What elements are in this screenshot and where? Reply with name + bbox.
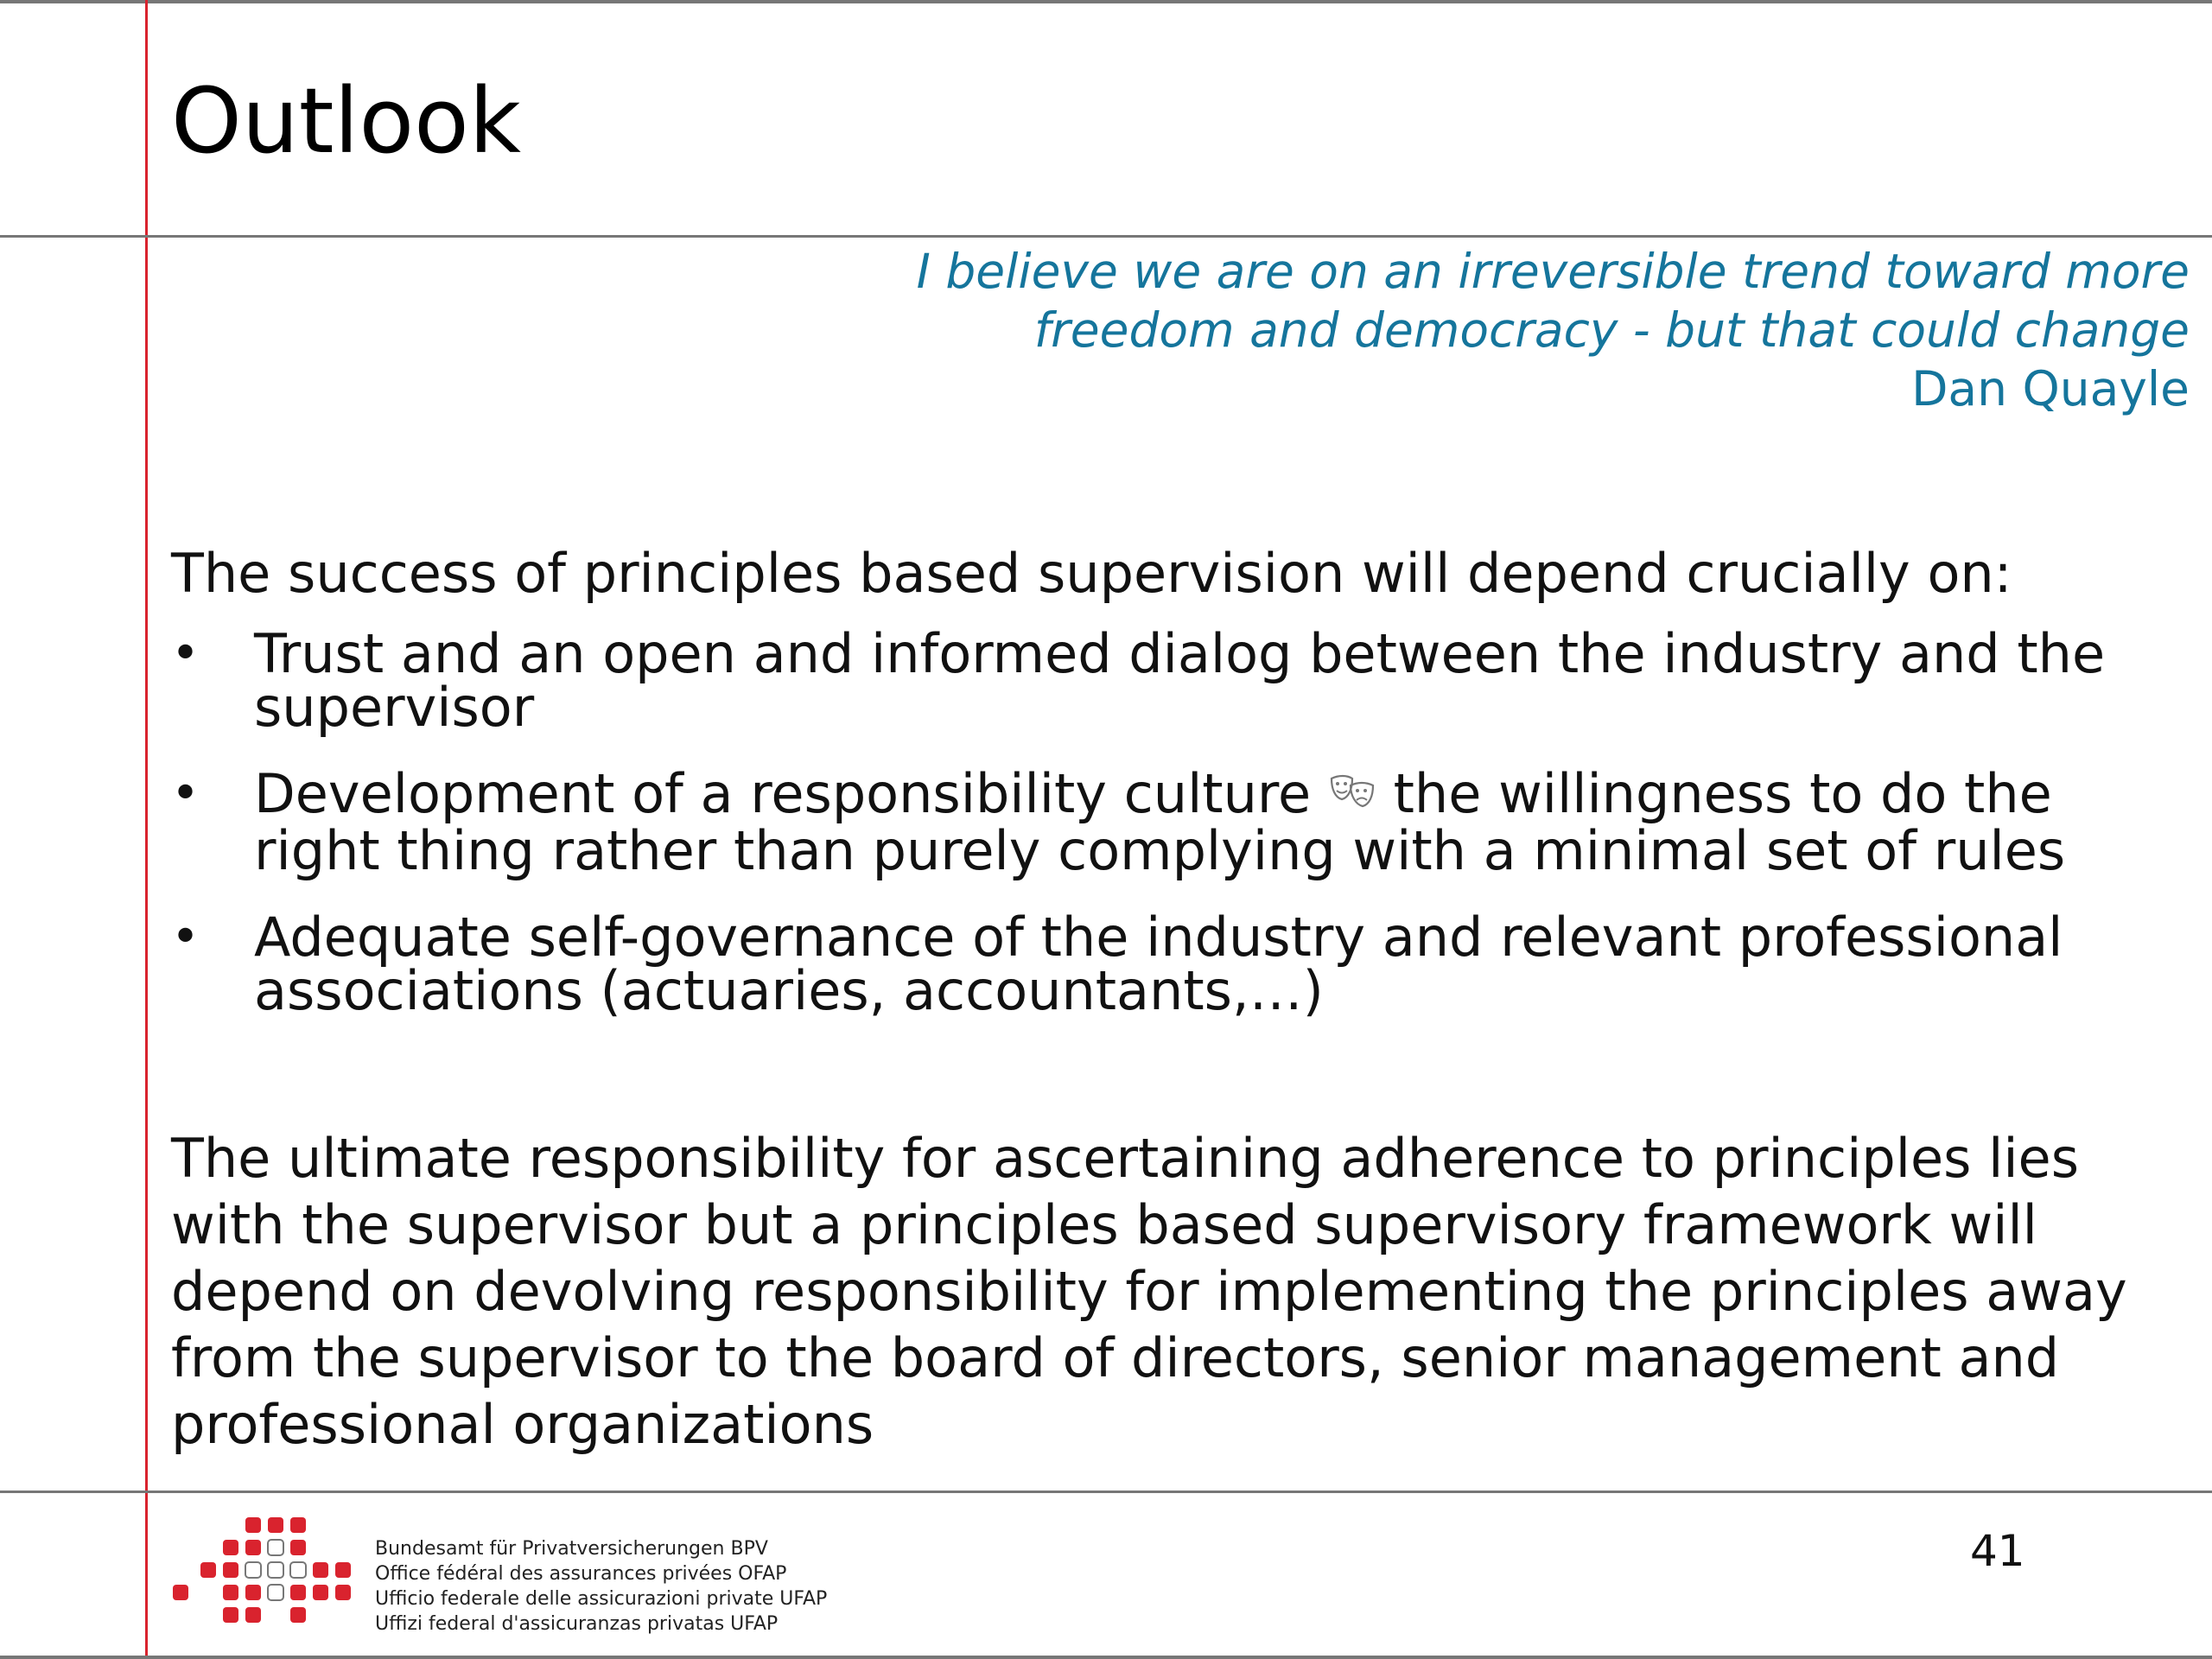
bullet-text: Adequate self-governance of the industry and relevant professional associations (actuaries, accountants,…) xyxy=(254,905,2063,1022)
page-number: 41 xyxy=(1970,1526,2025,1576)
bullet-text-start: Development of a responsibility culture xyxy=(254,762,1312,825)
org-name-rm: Uffizi federal d'assicuranzas privatas UFAP xyxy=(375,1613,779,1635)
footer-org-names xyxy=(375,1536,827,1637)
bullet-dot-icon: • xyxy=(171,626,200,682)
theater-masks-icon xyxy=(1328,771,1376,824)
header-rule xyxy=(0,235,2212,238)
quote-text: I believe we are on an irreversible trend toward more freedom and democracy - but that could change xyxy=(916,244,2190,358)
org-name-it: Ufficio federale delle assicurazioni private UFAP xyxy=(375,1588,828,1610)
closing-paragraph: The ultimate responsibility for ascertaining adherence to principles lies with the supervisor but a principles based supervisory framework will depend on devolving responsibility for implementing the principles away from the supervisor to the board of directors, senior management and professional organizations xyxy=(171,1127,2127,1456)
bullet-item-self-governance xyxy=(171,905,2193,1022)
bullet-text: Trust and an open and informed dialog between the industry and the supervisor xyxy=(254,622,2106,739)
bullet-dot-icon: • xyxy=(171,766,200,822)
org-name-de: Bundesamt für Privatversicherungen BPV xyxy=(375,1538,768,1560)
logo-dots xyxy=(173,1517,351,1623)
quote-block xyxy=(634,242,2190,418)
intro-text: The success of principles based supervision will depend crucially on: xyxy=(171,542,2012,605)
slide-title: Outlook xyxy=(171,68,521,174)
org-name-fr: Office fédéral des assurances privées OFAP xyxy=(375,1563,787,1585)
bullet-text-end: the willingness to do the right thing rather than purely complying with a minimal set of rules xyxy=(254,762,2066,882)
bullet-item-culture xyxy=(171,762,2193,882)
footer-rule xyxy=(0,1491,2212,1493)
quote-author: Dan Quayle xyxy=(1911,361,2190,416)
red-margin-line xyxy=(145,0,148,1659)
bullet-dot-icon: • xyxy=(171,908,200,965)
bullet-item-trust xyxy=(171,622,2193,739)
bottom-rule xyxy=(0,1656,2212,1659)
top-rule xyxy=(0,0,2212,3)
bullet-list xyxy=(171,622,2193,1051)
swiss-cross-dots-logo xyxy=(169,1514,359,1635)
